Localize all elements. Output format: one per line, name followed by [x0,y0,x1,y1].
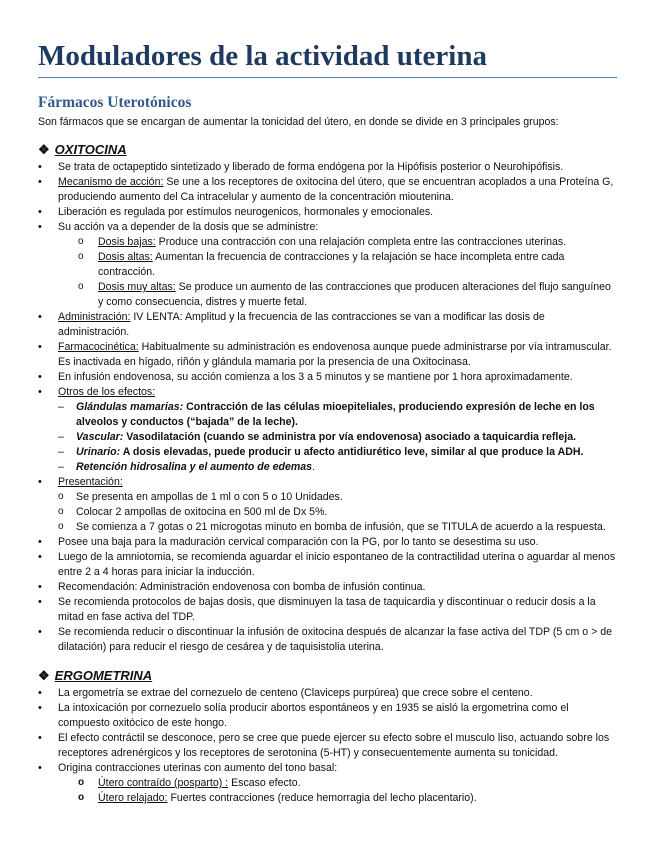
list-item: • Se trata de octapeptido sintetizado y liberado de forma endógena por la Hipófisis posterior o Neurohipófisis. [38,160,617,175]
ergometrina-list [38,686,617,806]
section-subtitle: Fármacos Uterotónicos [38,94,192,111]
ergometrina-heading [38,667,617,684]
list-item: o Se comienza a 7 gotas o 21 microgotas minuto en bomba de infusión, que se TITULA de acuerdo a la respuesta. [58,520,617,535]
efectos-list [58,400,617,475]
list-item: • Recomendación: Administración endovenosa con bomba de infusión continua. [38,580,617,595]
list-item: • Administración: IV LENTA: Amplitud y la frecuencia de las contracciones se van a modificar las dosis de administración. [38,310,617,340]
list-item: o Dosis altas: Aumentan la frecuencia de contracciones y la relajación se hace incompleta entre cada contracción. [58,250,617,280]
list-item: • En infusión endovenosa, su acción comienza a los 3 a 5 minutos y se mantiene por 1 hora aproximadamente. [38,370,617,385]
list-item: o Colocar 2 ampollas de oxitocina en 500 ml de Dx 5%. [58,505,617,520]
oxitocina-list [38,160,617,655]
list-item: o Dosis bajas: Produce una contracción con una relajación completa entre las contracciones uterinas. [58,235,617,250]
dosis-list [58,235,617,310]
list-item: • Posee una baja para la maduración cervical comparación con la PG, por lo tanto se desestima su uso. [38,535,617,550]
intro-paragraph: Son fármacos que se encargan de aumentar la tonicidad del útero, en donde se divide en 3 principales grupos: [38,116,559,128]
list-item: – Retención hidrosalina y el aumento de edemas. [58,460,617,475]
list-item: • Liberación es regulada por estímulos neurogenicos, hormonales y emocionales. [38,205,617,220]
list-item: • Luego de la amniotomia, se recomienda aguardar el inicio espontaneo de la contractilidad uterina o aguardar al menos entre 2 a 4 horas para iniciar la inducción. [38,550,617,580]
presentacion-list [58,490,617,535]
list-item: • Otros de los efectos: – Glándulas mamarias: Contracción de las células mioepiteliales, produciendo expresión de leche en los alveolos y conductos (“bajada” de la leche). – Vascular: Vasodilatación (cuando se administra por vía endovenosa) asociado a taquicardia refleja. – Urinario: A dosis elevadas, puede producir u afecto antidiurético leve, similar al que produce la ADH. – Retención hidrosalina y el aumento de edemas. [38,385,617,475]
list-item: • Mecanismo de acción: Se une a los receptores de oxitocina del útero, que se encuentran acoplados a una Proteína G, produciendo aumento del Ca intracelular y aumento de la concentración mioutenina. [38,175,617,205]
list-item: • La intoxicación por cornezuelo solía producir abortos espontáneos y en 1935 se aisló la ergometrina como el compuesto oxitócico de este hongo. [38,701,617,731]
diamond-bullet-icon: ❖ [38,142,50,157]
oxitocina-heading-label: OXITOCINA [54,142,127,157]
list-item: o Dosis muy altas: Se produce un aumento de las contracciones que producen alteraciones del flujo sanguíneo y como consecuencia, distres y muerte fetal. [58,280,617,310]
list-item: • Origina contracciones uterinas con aumento del tono basal: o Útero contraído (posparto) : Escaso efecto. o Útero relajado: Fuertes contracciones (reduce hemorragia del lecho placentario). [38,761,617,806]
diamond-bullet-icon: ❖ [38,668,50,683]
list-item: – Urinario: A dosis elevadas, puede producir u afecto antidiurético leve, similar al que produce la ADH. [58,445,617,460]
page-title: Moduladores de la actividad uterina [38,40,617,78]
list-item: • Presentación: o Se presenta en ampollas de 1 ml o con 5 o 10 Unidades. o Colocar 2 ampollas de oxitocina en 500 ml de Dx 5%. o Se comienza a 7 gotas o 21 microgotas minuto en bomba de infusión, que se TITULA de acuerdo a la respuesta. [38,475,617,535]
list-item: o Útero relajado: Fuertes contracciones (reduce hemorragia del lecho placentario). [58,791,617,806]
tono-basal-list [58,776,617,806]
list-item: • Farmacocinética: Habitualmente su administración es endovenosa aunque puede administrarse por vía intramuscular. Es inactivada en hígado, riñón y glándula mamaria por la presencia de una Oxitocinasa. [38,340,617,370]
list-item: – Vascular: Vasodilatación (cuando se administra por vía endovenosa) asociado a taquicardia refleja. [58,430,617,445]
list-item: o Se presenta en ampollas de 1 ml o con 5 o 10 Unidades. [58,490,617,505]
list-item: • La ergometría se extrae del cornezuelo de centeno (Claviceps purpúrea) que crece sobre el centeno. [38,686,617,701]
list-item: • Se recomienda protocolos de bajas dosis, que disminuyen la tasa de taquicardia y discontinuar o reducir dosis a la mitad en fase activa del TDP. [38,595,617,625]
ergometrina-heading-label: ERGOMETRINA [54,668,153,683]
list-item: o Útero contraído (posparto) : Escaso efecto. [58,776,617,791]
list-item: • Su acción va a depender de la dosis que se administre: o Dosis bajas: Produce una contracción con una relajación completa entre las contracciones uterinas. o Dosis altas: Aumentan la frecuencia de contracciones y la relajación se hace incompleta entre cada contracción. o Dosis muy altas: Se produce un aumento de las contracciones que producen alteraciones del flujo sanguíneo y como consecuencia, distres y muerte fetal. [38,220,617,310]
list-item: • Se recomienda reducir o discontinuar la infusión de oxitocina después de alcanzar la fase activa del TDP (5 cm o > de dilatación) para reducir el riesgo de cesárea y de taquisistolia uterina. [38,625,617,655]
list-item: • El efecto contráctil se desconoce, pero se cree que puede ejercer su efecto sobre el musculo liso, actuando sobre los receptores adrenérgicos y los receptores de serotonina (5-HT) y consecuentemente aumenta su tonicidad. [38,731,617,761]
list-item: – Glándulas mamarias: Contracción de las células mioepiteliales, produciendo expresión de leche en los alveolos y conductos (“bajada” de la leche). [58,400,617,430]
oxitocina-heading [38,141,617,158]
